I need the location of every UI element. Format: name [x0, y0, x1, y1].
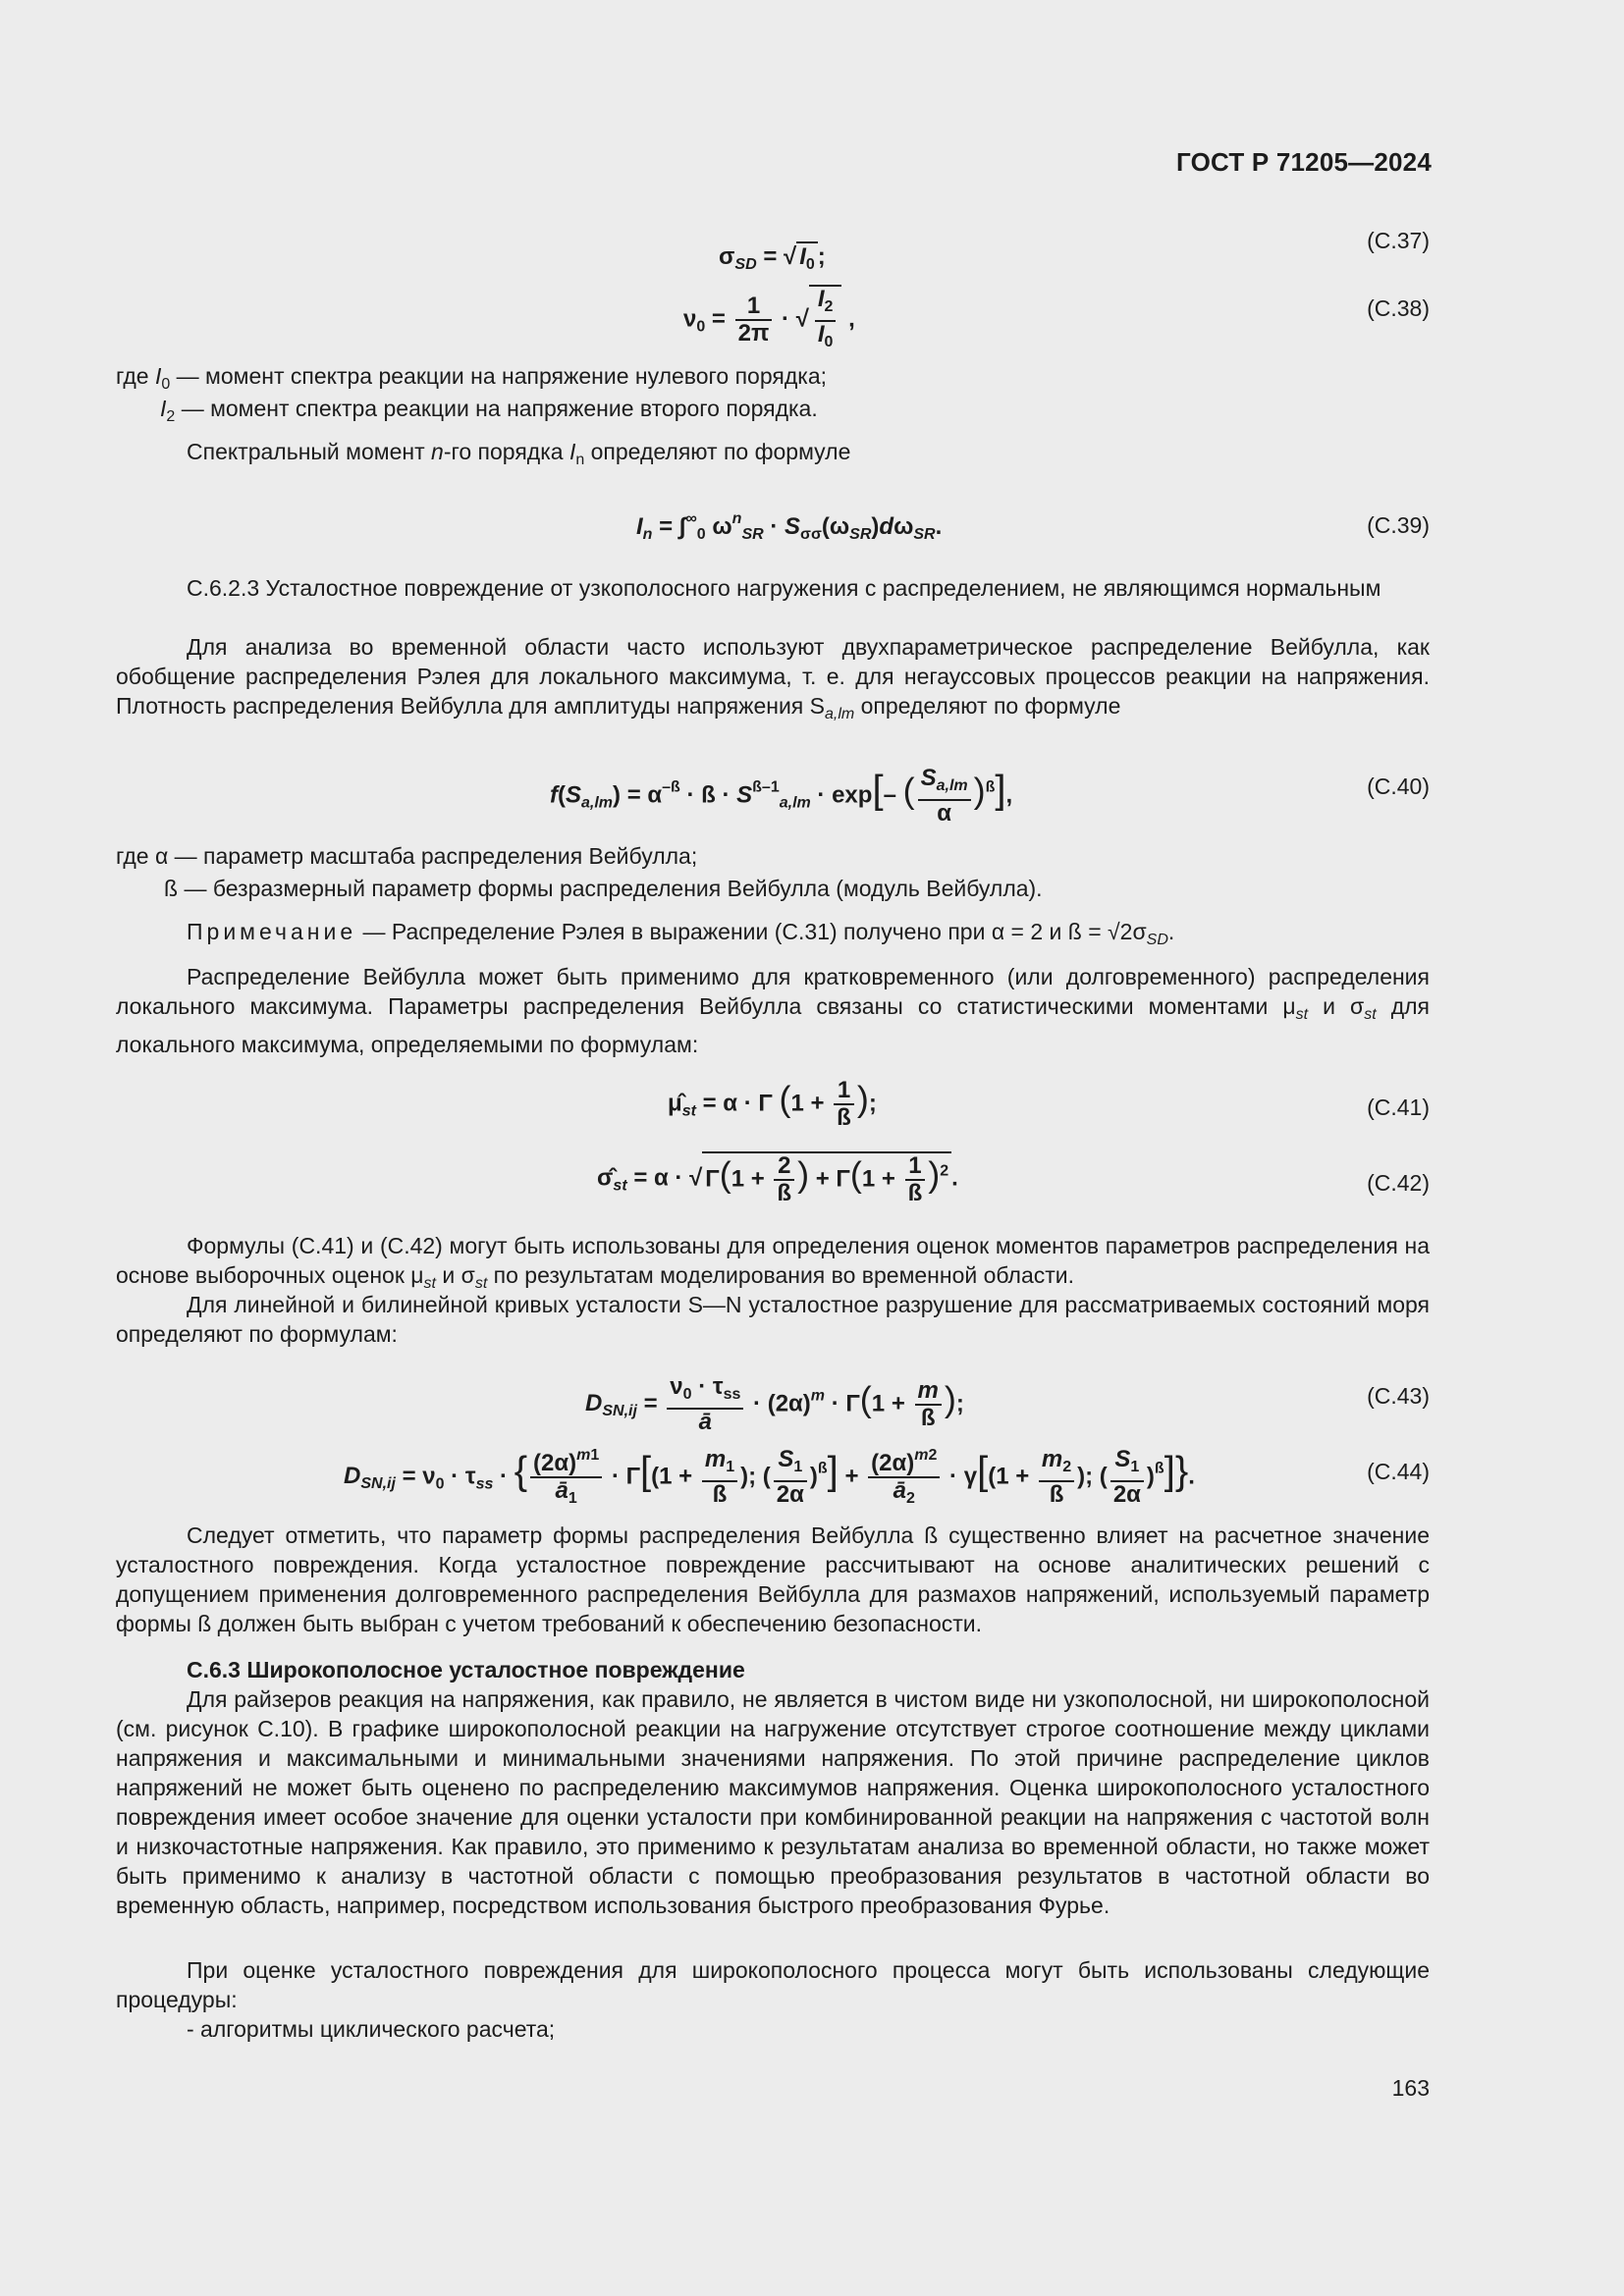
definition-i0: где $I_0$ — момент спектра реакции на напряжение нулевого порядка;: [116, 363, 828, 393]
paragraph-weibull-intro: Для анализа во временной области часто используют двухпараметрическое распределение Вейбулла, как обобщение распределения Рэлея для локального максимума, т. е. для негауссовых процессов реакции на напряжения. Плотность распределения Вейбулла для амплитуды напряжения $S_{a,lm}$ определяют по формуле: [116, 634, 1430, 722]
equation-number-c37: (C.37): [1367, 228, 1430, 253]
section-c623-heading: C.6.2.3 Усталостное повреждение от узкополосного нагружения с распределением, не являющимся нормальным: [187, 575, 1381, 601]
equation-number-c43: (C.43): [1367, 1383, 1430, 1409]
section-c63-heading: C.6.3 Широкополосное усталостное повреждение: [187, 1657, 745, 1682]
paragraph-formulas-usage: Формулы (C.41) и (C.42) могут быть использованы для определения оценок моментов параметров распределения на основе выборочных оценок $\mu_{st}$ и $\sigma_{st}$ по результатам моделирования во временной области.: [116, 1233, 1430, 1292]
paragraph-procedures: При оценке усталостного повреждения для широкополосного процесса могут быть использованы следующие процедуры:: [116, 1957, 1430, 2012]
equation-number-c44: (C.44): [1367, 1459, 1430, 1484]
page-number: 163: [1391, 2075, 1430, 2101]
equation-number-c42: (C.42): [1367, 1170, 1430, 1196]
formula-c44: $D_{SN,ij} = \nu_0 \cdot \tau_{ss}$ · { $\frac{(2\alpha)^{m1}}{ā_1}$ · Γ[(1 + $\frac{m_1}{ß}$ ); ( $\frac{S_1}{2\alpha}$ )$^ß$] + $\frac{(2\alpha)^{m2}}{ā_2}$ · γ[(1 + $\frac{m_2}{ß}$ ); ( $\frac{S_1}{2\alpha}$ )$^ß$]}.: [344, 1443, 1195, 1512]
equation-number-c38: (C.38): [1367, 295, 1430, 321]
formula-c38: $\nu_0$ = $\frac{1}{2\pi}$ · √ $\frac{I_2}{I_0}$ ,: [683, 285, 855, 355]
equation-number-c41: (C.41): [1367, 1095, 1430, 1120]
list-item-cycle-algorithms: - алгоритмы циклического расчета;: [187, 2016, 556, 2042]
document-header: ГОСТ Р 71205—2024: [1176, 147, 1432, 177]
paragraph-weibull-moments: Распределение Вейбулла может быть применимо для кратковременного (или долговременного) распределения локального максимума. Параметры распределения Вейбулла связаны со статистическими моментами $\mu_{st}$ и $\sigma_{st}$ для локального максимума, определяемыми по формулам:: [116, 964, 1431, 1057]
formula-c42: $\sigmâ_{st} = \alpha$ · √ Γ(1 + $\frac{2}{ß}$ ) + Γ(1 + $\frac{1}{ß}$ )$^2$ .: [597, 1152, 958, 1206]
definition-i2: $I_2$ — момент спектра реакции на напряжение второго порядка.: [160, 396, 818, 425]
definition-beta: ß — безразмерный параметр формы распределения Вейбулла (модуль Вейбулла).: [164, 876, 1043, 901]
paragraph-beta-note: Следует отметить, что параметр формы распределения Вейбулла ß существенно влияет на расчетное значение усталостного повреждения. Когда усталостное повреждение рассчитывают на основе аналитических решений с допущением применения долговременного распределения Вейбулла для размахов напряжений, используемый параметр формы ß должен быть выбран с учетом требований к обеспечению безопасности.: [116, 1522, 1430, 1636]
equation-number-c39: (C.39): [1367, 512, 1430, 538]
equation-number-c40: (C.40): [1367, 774, 1430, 799]
formula-c41: $\mû_{st} = \alpha \cdot \Gamma$ (1 + $\frac{1}{ß}$ );: [668, 1077, 877, 1131]
paragraph-sn-curves: Для линейной и билинейной кривых усталости S—N усталостное разрушение для рассматриваемых состояний моря определяют по формулам:: [116, 1292, 1430, 1347]
formula-c40: $f(S_{a,lm}) = \alpha^{-ß}$ · ß · $S^{ß-1}_{a,lm} \cdot \exp[-$ ( $\frac{S_{a,lm}}{\alpha}$ )$^ß$],: [550, 765, 1013, 827]
note-rayleigh: Примечание — Распределение Рэлея в выражении (C.31) получено при α = 2 и ß = $√2\sigma_{SD}$.: [187, 919, 1175, 948]
formula-c39: $I_n = \int^\infty_0$ $\omega^n_{SR} \cdot S_{\sigma\sigma}(\omega_{SR})d\omega_{SR}$.: [636, 510, 943, 543]
definition-alpha: где α — параметр масштаба распределения Вейбулла;: [116, 843, 698, 869]
paragraph-broadband: Для райзеров реакция на напряжения, как правило, не является в чистом виде ни узкополосной, ни широкополосной (см. рисунок C.10). В графике широкополосной реакции на нагружение отсутствует строгое соотношение между циклами напряжения и максимальными и минимальными значениями напряжения. По этой причине распределение циклов напряжений не может быть оценено по распределению максимумов напряжения. Оценка широкополосного усталостного повреждения имеет особое значение для оценки усталости при комбинированной реакции на напряжения с частотой волн и низкочастотные напряжения. Как правило, это применимо к результатам анализа во временной области, но также может быть применимо к анализу в частотной области с помощью преобразования результатов в частотной области во временную область, например, посредством использования быстрого преобразования Фурье.: [116, 1686, 1430, 1918]
spectral-moment-intro: Спектральный момент n-го порядка $I_n$ определяют по формуле: [187, 439, 851, 468]
formula-c37: $\sigma_{SD}$ = √ $I_0$ ;: [719, 242, 826, 273]
formula-c43: $D_{SN,ij}$ = $\frac{\nu_0 \cdot \tau_{ss}}{ā}$ · $(2\alpha)^m \cdot \Gamma(1$ + $\frac{m}{ß}$ );: [585, 1373, 964, 1435]
